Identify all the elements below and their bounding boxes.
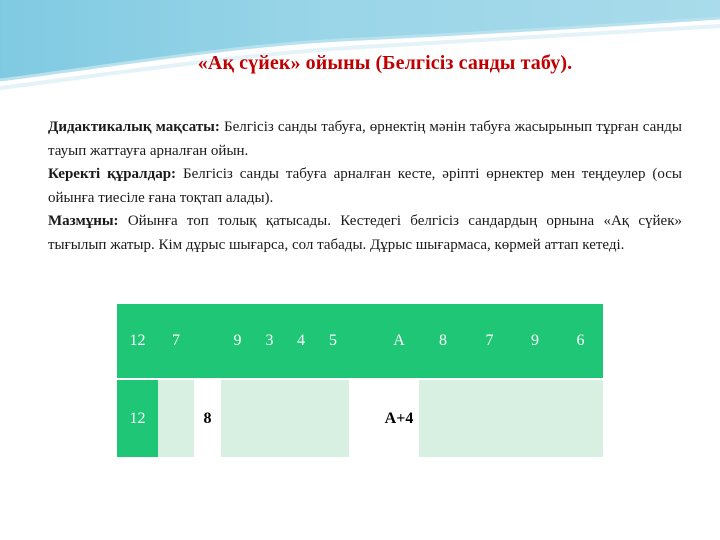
table-cell [194,304,221,378]
tools-label: Керекті құралдар: [48,166,177,183]
cell-value: 6 [576,332,585,349]
table-cell [419,380,467,457]
table-cell [467,304,512,378]
table-cell [285,380,317,457]
table-cell [317,304,349,378]
table-cell [254,380,285,457]
table-cell [558,304,603,378]
table-cell [158,380,194,457]
slide-title: «Ақ сүйек» ойыны (Белгісіз санды табу). [197,52,573,74]
table-cell [221,380,254,457]
table-cell [117,304,158,378]
table-cell [558,380,603,457]
table-cell [349,380,379,457]
table-cell [512,304,558,378]
cell-value: 9 [531,332,539,349]
table-cell [254,304,285,378]
number-table [117,304,603,457]
cell-value: 12 [129,332,146,349]
tools-text: Белгісіз санды табуға арналған кесте, әріпті өрнектер мен теңдеулер (осы ойынға тиесіле ғана тоқтап алады). [48,166,682,206]
cell-value: A+4 [384,409,414,427]
table-cell [221,304,254,378]
cell-value: 8 [203,409,212,427]
description-block [48,116,682,258]
cell-value: 3 [265,332,274,349]
goal-label: Дидактикалық мақсаты: [48,119,220,135]
content-text: Ойынға топ толық қатысады. Кестедегі белгісіз сандардың орнына «Ақ сүйек» тығылып жатыр. Кім дұрыс шығарса, сол табады. Дұрыс шығармаса, көрмей аттап кетеді. [48,213,682,253]
table-cell [317,380,349,457]
cell-value: 7 [172,332,180,349]
table-cell [512,380,558,457]
table-cell [117,380,158,457]
cell-value: 4 [297,332,305,349]
goal-text: Белгісіз санды табуға, өрнектің мәнін табуға жасырынып тұрған санды тауып жаттауға арналған ойын. [48,119,682,159]
table-cell [285,304,317,378]
cell-value: 12 [129,409,146,427]
table-cell [379,380,419,457]
cell-value: 8 [439,332,447,349]
paragraph-content [48,210,682,257]
content-label: Мазмұны: [48,213,119,230]
table-cell [194,380,221,457]
cell-value: 5 [329,332,337,349]
table-cell [419,304,467,378]
cell-value: A [393,332,405,349]
cell-value: 7 [485,332,494,349]
cell-value: 9 [233,332,242,349]
paragraph-tools [48,163,682,210]
paragraph-goal [48,116,682,163]
table-cell [158,304,194,378]
table-cell [467,380,512,457]
table-cell [379,304,419,378]
table-cell [349,304,379,378]
